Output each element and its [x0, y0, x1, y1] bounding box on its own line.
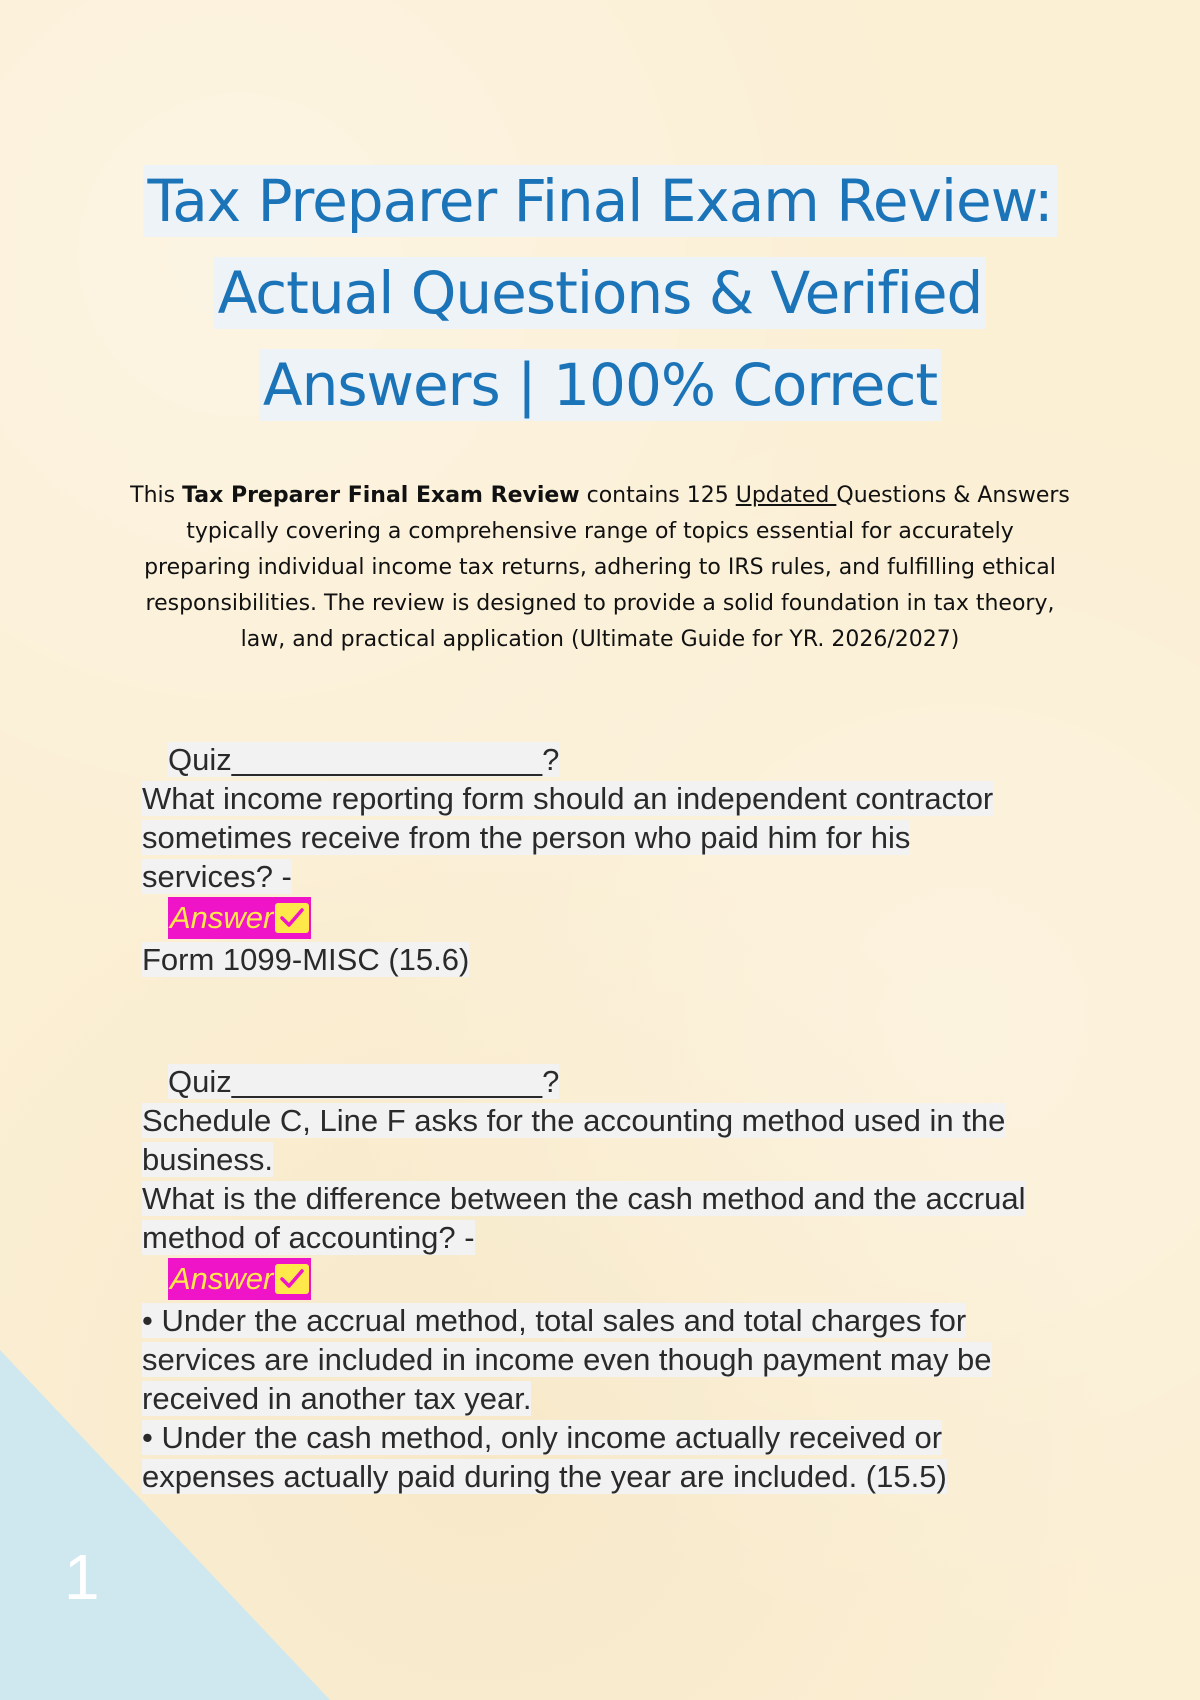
- title-line-3: Answers | 100% Correct: [259, 349, 941, 421]
- title-line-1: Tax Preparer Final Exam Review:: [143, 165, 1056, 237]
- answer-label: Answer: [170, 900, 274, 935]
- question-line: business.: [142, 1142, 273, 1177]
- answer-label-row: [142, 1257, 1072, 1301]
- question-line: Schedule C, Line F asks for the accounting method used in the: [142, 1103, 1006, 1138]
- intro-underlined: Updated: [735, 483, 837, 508]
- intro-text-3: Questions & Answers typically covering a comprehensive range of topics essential for accurately preparing individual income tax returns, adhering to IRS rules, and fulfilling ethical responsibilities. The review is designed to provide a solid foundation in tax theory, law, and practical application (Ultimate Guide for YR. 2026/2027): [144, 483, 1070, 652]
- answer-label: Answer: [170, 1261, 274, 1296]
- question-line: What is the difference between the cash method and the accrual: [142, 1181, 1026, 1216]
- answer-line: services are included in income even though payment may be: [142, 1342, 992, 1377]
- answer-label-row: [142, 896, 1072, 940]
- intro-bold-title: Tax Preparer Final Exam Review: [182, 483, 580, 508]
- question-block-1: [142, 740, 1072, 979]
- answer-badge: [168, 1258, 311, 1300]
- intro-text-1: This: [130, 483, 183, 508]
- document-title: [100, 155, 1100, 431]
- question-text: [142, 1101, 1072, 1257]
- answer-badge: [168, 897, 311, 939]
- answer-line: • Under the accrual method, total sales and total charges for: [142, 1303, 967, 1338]
- title-line-2: Actual Questions & Verified: [214, 257, 987, 329]
- question-block-2: [142, 1062, 1072, 1496]
- answer-line: • Under the cash method, only income actually received or: [142, 1420, 943, 1455]
- quiz-label: Quiz__________________?: [168, 1064, 560, 1099]
- intro-paragraph: [130, 478, 1070, 658]
- quiz-label: Quiz__________________?: [168, 742, 560, 777]
- page-number: 1: [64, 1541, 100, 1613]
- answer-text: [142, 1301, 1072, 1496]
- answer-text: [142, 940, 1072, 979]
- question-line: sometimes receive from the person who paid him for his: [142, 820, 911, 855]
- check-box-icon: [275, 903, 309, 933]
- check-box-icon: [275, 1264, 309, 1294]
- question-line: method of accounting? -: [142, 1220, 475, 1255]
- answer-line: expenses actually paid during the year are included. (15.5): [142, 1459, 947, 1494]
- question-line: services? -: [142, 859, 292, 894]
- intro-text-2: contains 125: [579, 483, 736, 508]
- answer-line: Form 1099-MISC (15.6): [142, 942, 470, 977]
- answer-line: received in another tax year.: [142, 1381, 532, 1416]
- question-line: What income reporting form should an independent contractor: [142, 781, 994, 816]
- question-text: [142, 779, 1072, 896]
